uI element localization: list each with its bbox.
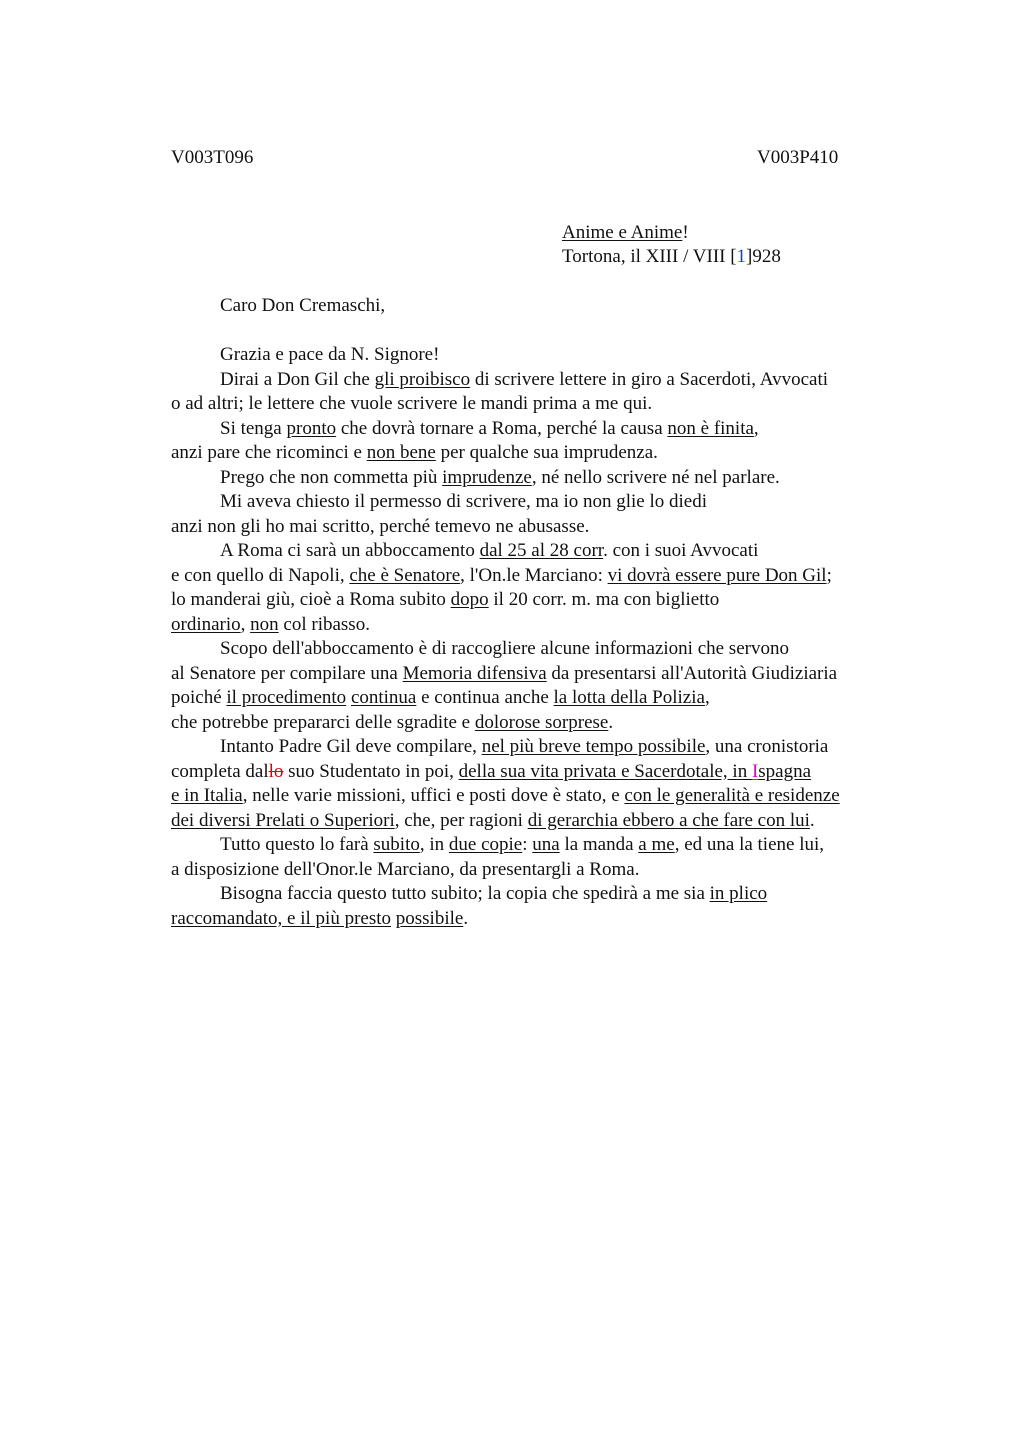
line-text: , l'On.le Marciano: [460, 564, 608, 586]
line-text: Dirai a Don Gil che [220, 368, 375, 390]
line-text: . con i suoi Avvocati [603, 540, 759, 561]
deleted-text: lo [268, 760, 284, 782]
letter-line [171, 515, 911, 540]
underlined-text: non bene [366, 442, 436, 463]
line-text: Grazia e pace da N. Signore! [220, 344, 440, 365]
line-text: , [753, 417, 759, 439]
letter-line [171, 637, 911, 662]
underlined-text: continua [350, 687, 417, 708]
letter-line [171, 882, 911, 907]
line-text: che dovrà tornare a Roma, perché la causa [336, 417, 668, 439]
underlined-text: e in Italia [171, 785, 243, 806]
underlined-text: a me [638, 834, 675, 855]
letter-line [171, 858, 911, 883]
line-text: Si tenga [220, 417, 287, 439]
line-text: Mi aveva chiesto il permesso di scrivere, ma io non glie lo diedi [220, 491, 708, 512]
line-text: , in [419, 834, 449, 855]
letter-line [171, 760, 911, 785]
underlined-text: della sua vita privata e Sacerdotale, in [458, 760, 752, 782]
underlined-text: dei diversi Prelati o Superiori [171, 809, 395, 831]
underlined-text: possibile [395, 907, 464, 929]
underlined-text: una [532, 834, 560, 855]
document-code-left: V003T096 [171, 147, 254, 168]
underlined-text: di gerarchia ebbero a che fare con lui [527, 809, 810, 831]
letter-line [171, 784, 911, 809]
underlined-text: imprudenze [442, 466, 532, 488]
letter-line [171, 441, 911, 466]
letter-line [171, 662, 911, 687]
line-text: , ed una la tiene lui, [674, 834, 825, 855]
line-text: Intanto Padre Gil deve compilare, [220, 736, 482, 757]
line-text: anzi pare che ricominci e [171, 442, 367, 463]
underlined-text: due copie [448, 834, 523, 855]
salutation: Caro Don Cremaschi, [220, 295, 386, 316]
line-text: , una cronistoria [705, 736, 829, 757]
line-text: Prego che non commetta più [220, 466, 443, 488]
underlined-text: ordinario [171, 613, 241, 635]
line-text: ; [826, 564, 832, 586]
dateline-bracket-digit: 1 [736, 246, 747, 267]
letter-line [171, 466, 911, 491]
letter-line [171, 417, 911, 442]
line-text: anzi non gli ho mai scritto, perché temevo ne abusasse. [171, 515, 590, 537]
line-text: col ribasso. [278, 613, 370, 635]
letter-line [171, 539, 911, 564]
letter-line [171, 343, 911, 368]
underlined-text: I [751, 760, 759, 782]
underlined-text: pronto [286, 417, 337, 439]
letter-line [171, 833, 911, 858]
motto [562, 222, 689, 244]
line-text: completa dal [171, 760, 269, 782]
line-text: . [608, 711, 614, 733]
letter-line [171, 735, 911, 760]
dateline [562, 246, 781, 268]
letter-line [171, 613, 911, 638]
dateline-suffix: ]928 [746, 246, 781, 267]
line-text: Scopo dell'abboccamento è di raccogliere alcune informazioni che servono [220, 638, 789, 659]
letter-line [171, 711, 911, 736]
underlined-text: spagna [758, 760, 812, 782]
underlined-text: gli proibisco [374, 368, 471, 390]
line-text: a disposizione dell'Onor.le Marciano, da presentargli a Roma. [171, 858, 640, 880]
underlined-text: che è Senatore [349, 564, 461, 586]
dateline-prefix: Tortona, il XIII / VIII [ [562, 246, 737, 267]
underlined-text: la lotta della Polizia [553, 687, 705, 708]
underlined-text: dolorose sorprese [474, 711, 609, 733]
line-text: da presentarsi all'Autorità Giudiziaria [546, 662, 838, 684]
line-text: poiché [171, 687, 227, 708]
line-text: , nelle varie missioni, uffici e posti dove è stato, e [242, 785, 625, 806]
line-text: : [522, 834, 533, 855]
line-text: suo Studentato in poi, [283, 760, 459, 782]
line-text: il 20 corr. m. ma con biglietto [488, 589, 720, 610]
line-text: , [704, 687, 710, 708]
letter-line [171, 588, 911, 613]
motto-punct: ! [682, 222, 689, 243]
underlined-text: Memoria difensiva [402, 662, 547, 684]
line-text: che potrebbe prepararci delle sgradite e [171, 711, 475, 733]
underlined-text: con le generalità e residenze [624, 785, 840, 806]
underlined-text: raccomandato, e il più presto [171, 907, 392, 929]
underlined-text: non [250, 613, 279, 635]
letter-line [171, 907, 911, 932]
line-text: A Roma ci sarà un abboccamento [220, 540, 480, 561]
line-text: Bisogna faccia questo tutto subito; la copia che spedirà a me sia [220, 883, 710, 904]
underlined-text: subito [373, 834, 420, 855]
letter-line [171, 564, 911, 589]
letter-line [171, 368, 911, 393]
line-text: , che, per ragioni [394, 809, 528, 831]
line-text: . [463, 907, 469, 929]
line-text: o ad altri; le lettere che vuole scrivere le mandi prima a me qui. [171, 393, 653, 414]
line-text: per qualche sua imprudenza. [435, 442, 658, 463]
letter-body [171, 343, 911, 931]
line-text: , [240, 613, 251, 635]
underlined-text: dal 25 al 28 corr [479, 540, 604, 561]
line-text: di scrivere lettere in giro a Sacerdoti, Avvocati [470, 368, 828, 390]
document-code-right: V003P410 [757, 147, 839, 168]
underlined-text: vi dovrà essere pure Don Gil [607, 564, 827, 586]
line-text: , né nello scrivere né nel parlare. [531, 466, 780, 488]
line-text: e con quello di Napoli, [171, 564, 350, 586]
underlined-text: non è finita [667, 417, 754, 439]
line-text: e continua anche [416, 687, 554, 708]
underlined-text: in plico [709, 883, 768, 904]
letter-line [171, 809, 911, 834]
underlined-text: il procedimento [226, 687, 347, 708]
letter-line [171, 490, 911, 515]
line-text: la manda [559, 834, 639, 855]
line-text: . [809, 809, 815, 831]
line-text: lo manderai giù, cioè a Roma subito [171, 589, 451, 610]
letter-line [171, 686, 911, 711]
line-text: al Senatore per compilare una [171, 662, 403, 684]
line-text: Tutto questo lo farà [220, 834, 374, 855]
underlined-text: dopo [450, 589, 489, 610]
letter-line [171, 392, 911, 417]
underlined-text: nel più breve tempo possibile [481, 736, 706, 757]
motto-text: Anime e Anime [562, 222, 683, 243]
